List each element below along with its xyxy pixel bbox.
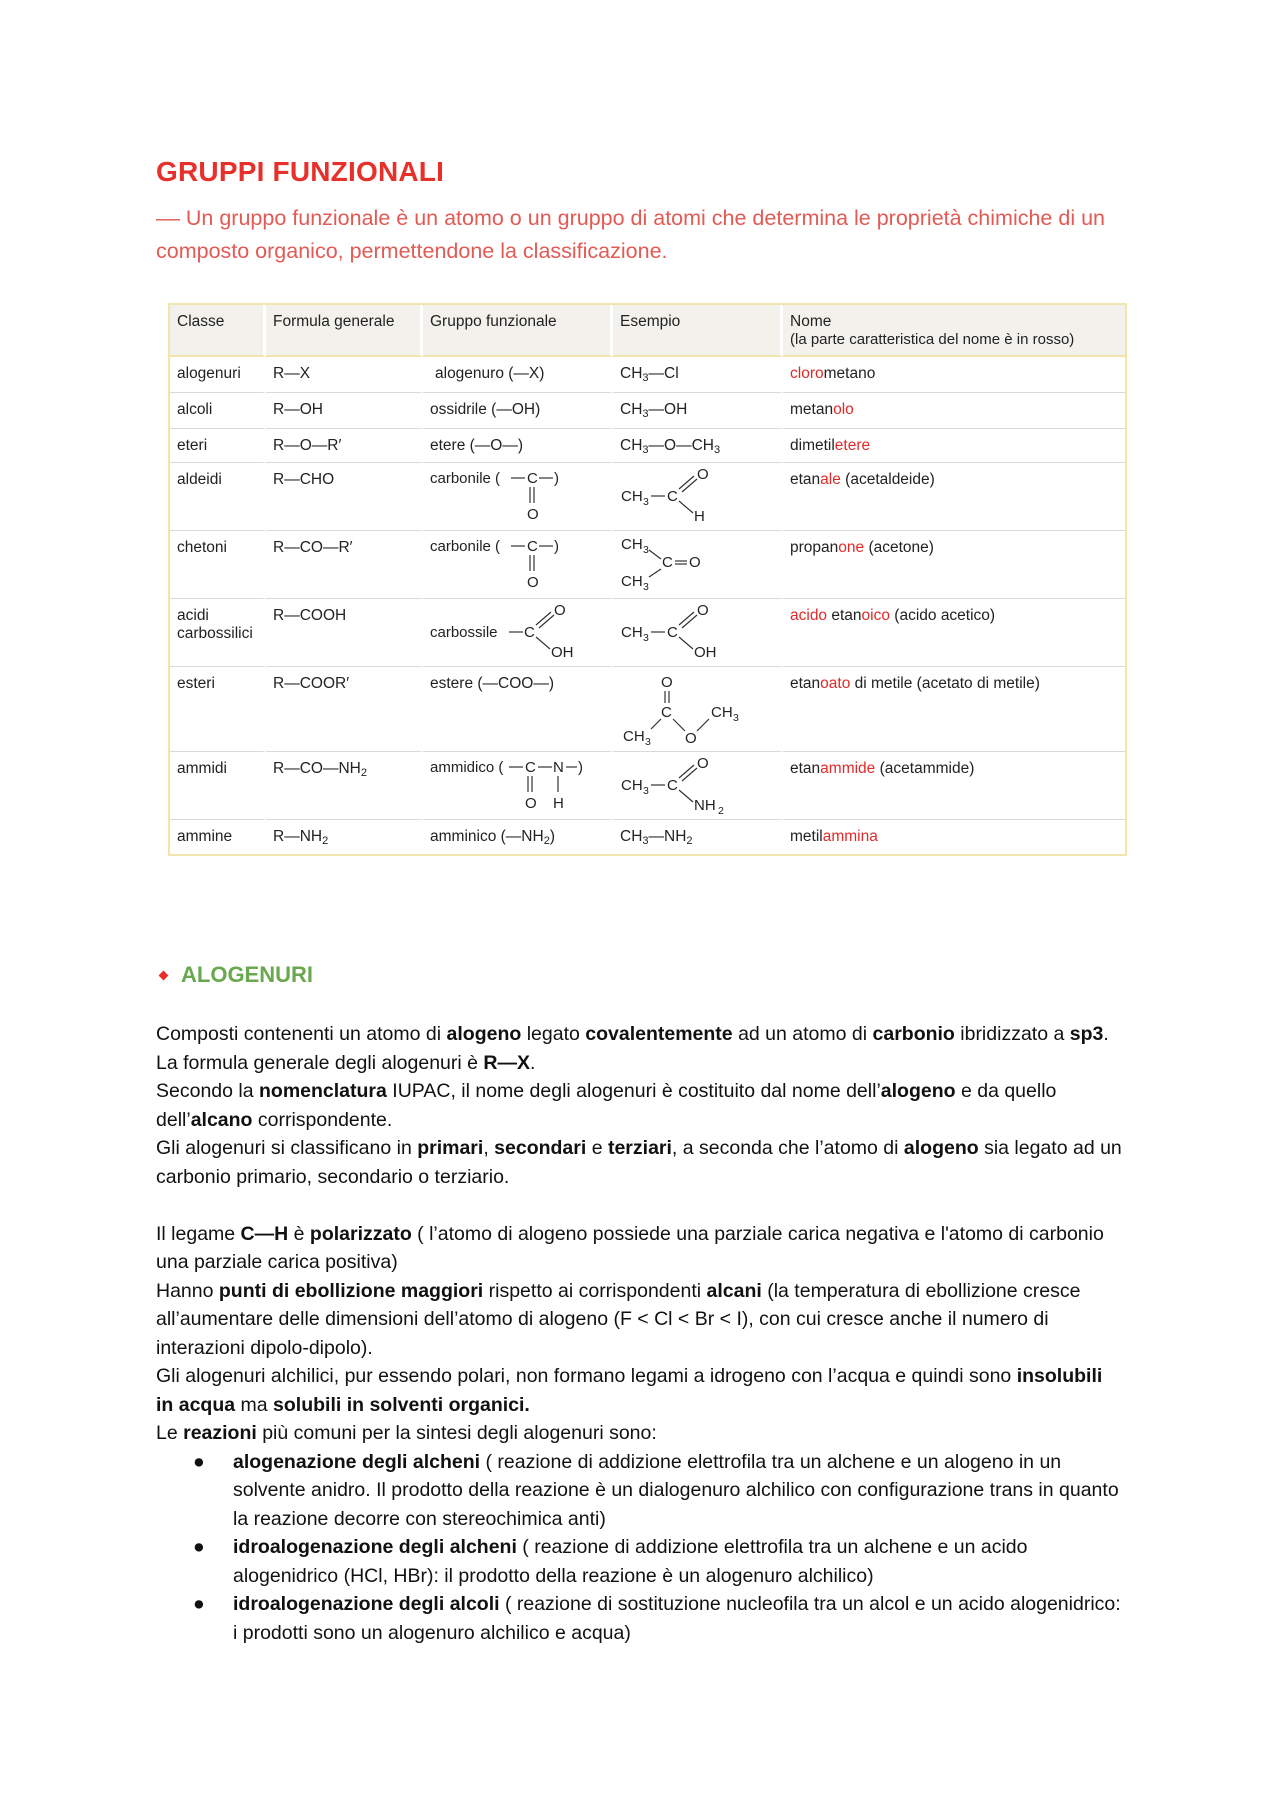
cell-gruppo: amminico $(—NH_2)$: [423, 820, 613, 854]
bold-text: alcani: [706, 1279, 762, 1302]
text-segment: Gli alogenuri si classificano in: [156, 1137, 418, 1159]
text-segment: Composti contenenti un atomo di: [156, 1023, 447, 1045]
cell-esempio: $CH_3—NH_2$: [613, 820, 783, 854]
cell-formula: R—CO—R′: [266, 531, 423, 599]
paragraph: [156, 1277, 1124, 1363]
header-formula: Formula generale: [266, 305, 423, 357]
functional-groups-table: [168, 303, 1127, 856]
cell-esempio: [613, 667, 783, 752]
header-nome-note: (la parte caratteristica del nome è in rosso): [790, 331, 1075, 348]
cell-nome: etanoato di metile (acetato di metile): [783, 667, 1125, 752]
bold-text: insolubili in acqua: [156, 1365, 1103, 1416]
table-row: [170, 752, 1125, 820]
svg-text:O: O: [525, 795, 537, 812]
svg-text:CH: CH: [621, 573, 643, 590]
bold-text: alogeno: [880, 1080, 956, 1102]
svg-text:3: 3: [643, 785, 649, 797]
text-segment: . La formula generale degli alogenuri è: [156, 1023, 1109, 1074]
cell-gruppo: alogenuro (—X): [423, 357, 613, 393]
acetaldehyde-structure: [617, 463, 777, 525]
text-segment: ( reazione di addizione elettrofila tra un alchene e un acido alogenidrico (HCl, HBr): il prodotto della reazione è un alogenuro alchilico): [233, 1536, 1028, 1587]
bullet-icon: ●: [193, 1536, 205, 1558]
text-segment: Gli alogenuri alchilici, pur essendo polari, non formano legami a idrogeno con l’acqua e quindi sono: [156, 1365, 1017, 1387]
svg-text:NH: NH: [694, 797, 716, 814]
text-segment: ( reazione di sostituzione nucleofila tra un alcol e un acido alogenidrico: i prodotti sono un alogenuro alchilico e acqua): [233, 1593, 1121, 1644]
bold-text: alogeno: [903, 1137, 979, 1159]
section-heading: [160, 962, 313, 988]
table-row: [170, 429, 1125, 463]
cell-formula: R—CHO: [266, 463, 423, 531]
cell-nome: etanale (acetaldeide): [783, 463, 1125, 531]
bullet-icon: ●: [193, 1593, 205, 1615]
cell-nome: metilammina: [790, 828, 878, 845]
cell-esempio: [613, 463, 783, 531]
cell-formula: R—COOR′: [266, 667, 423, 752]
text-segment: IUPAC, il nome degli alogenuri è costituito dal nome dell’: [386, 1080, 881, 1102]
text-segment: legato: [521, 1023, 586, 1045]
bold-text: idroalogenazione degli alcoli: [233, 1593, 500, 1615]
bold-text: alogeno: [446, 1023, 522, 1045]
svg-text:O: O: [661, 674, 673, 691]
text-segment: ad un atomo di: [732, 1023, 873, 1045]
bold-text: polarizzato: [309, 1222, 412, 1245]
cell-nome: clorometano: [783, 357, 1125, 393]
paragraph: [156, 1220, 1124, 1277]
svg-text:2: 2: [718, 805, 724, 814]
svg-text:O: O: [685, 730, 697, 747]
text-segment: Le: [156, 1422, 184, 1444]
page-subtitle: –– Un gruppo funzionale è un atomo o un gruppo di atomi che determina le proprietà chimiche di un composto organico, permettendone la classificazione.: [156, 206, 1105, 263]
body-text: [156, 1020, 1124, 1647]
bold-text: alcano: [190, 1108, 253, 1131]
svg-text:ammidico (: ammidico (: [430, 759, 504, 776]
text-segment: , a seconda che l’atomo di: [671, 1137, 904, 1159]
text-segment: e: [586, 1137, 608, 1159]
bold-text: punti di ebollizione maggiori: [218, 1279, 484, 1302]
section-title: ALOGENURI: [181, 962, 313, 987]
text-segment: più comuni per la sintesi degli alogenuri sono:: [256, 1422, 657, 1444]
cell-formula: R—OH: [266, 393, 423, 429]
cell-nome: acido etanoico (acido acetico): [783, 599, 1125, 667]
text-segment: ( l’atomo di alogeno possiede una parziale carica negativa e l'atomo di carbonio una parziale carica positiva): [156, 1222, 1104, 1273]
svg-text:C: C: [525, 759, 536, 776]
cell-gruppo: [423, 531, 613, 599]
svg-text:H: H: [553, 795, 564, 812]
svg-text:CH: CH: [621, 777, 643, 794]
carbonyl-group-structure: [427, 531, 602, 593]
text-segment: Hanno: [156, 1279, 219, 1302]
svg-text:O: O: [554, 602, 566, 619]
svg-text:CH: CH: [621, 624, 643, 641]
bold-text: nomenclatura: [259, 1080, 387, 1102]
svg-text:CH: CH: [621, 536, 643, 553]
bold-text: secondari: [494, 1137, 587, 1159]
cell-gruppo: [423, 752, 613, 820]
svg-text:N: N: [553, 759, 564, 776]
svg-text:H: H: [694, 508, 705, 525]
svg-text:3: 3: [643, 581, 649, 593]
bullet-icon: ●: [193, 1450, 205, 1473]
table-row: [170, 599, 1125, 667]
svg-text:): ): [578, 759, 583, 776]
amide-group-structure: [427, 752, 607, 814]
svg-text:CH: CH: [621, 488, 643, 505]
cell-nome: etanammide (acetammide): [783, 752, 1125, 820]
cell-nome: metanolo: [783, 393, 1125, 429]
cell-classe: esteri: [170, 667, 266, 752]
cell-classe: acidi carbossilici: [170, 599, 266, 667]
text-segment: ma: [235, 1393, 274, 1416]
paragraph: [156, 1419, 1124, 1448]
table-row: [170, 820, 1125, 854]
diamond-bullet-icon: [159, 970, 169, 980]
cell-gruppo: etere (—O—): [423, 429, 613, 463]
acetone-structure: [617, 531, 777, 593]
cell-classe: eteri: [170, 429, 266, 463]
cell-esempio: [613, 752, 783, 820]
bold-text: terziari: [607, 1137, 672, 1159]
reactions-list: [156, 1448, 1124, 1648]
cell-classe: ammine: [170, 820, 266, 854]
svg-text:CH: CH: [623, 728, 645, 745]
acetic-acid-structure: [617, 599, 777, 661]
svg-text:carbossile: carbossile: [430, 624, 498, 641]
bold-text: carbonio: [872, 1023, 955, 1045]
bold-text: covalentemente: [585, 1023, 733, 1045]
svg-text:carbonile (: carbonile (: [430, 538, 501, 555]
cell-gruppo: ossidrile (—OH): [423, 393, 613, 429]
svg-text:O: O: [697, 755, 709, 772]
cell-formula: $R—NH_2$: [266, 820, 423, 854]
header-gruppo: Gruppo funzionale: [423, 305, 613, 357]
cell-classe: aldeidi: [170, 463, 266, 531]
bold-text: alogenazione degli alcheni: [233, 1450, 481, 1473]
svg-text:3: 3: [643, 544, 649, 556]
acetamide-structure: [617, 752, 777, 814]
list-item: [193, 1533, 1124, 1590]
text-segment: rispetto ai corrispondenti: [483, 1279, 707, 1302]
carbonyl-group-structure: [427, 463, 602, 525]
cell-nome: propanone (acetone): [783, 531, 1125, 599]
text-segment: e da quello dell’: [156, 1080, 1057, 1131]
text-segment: è: [288, 1222, 310, 1245]
svg-text:3: 3: [643, 496, 649, 508]
text-segment: corrispondente.: [252, 1108, 393, 1131]
carboxyl-group-structure: [427, 599, 602, 661]
svg-text:C: C: [667, 624, 678, 641]
cell-gruppo: estere (—COO—): [423, 667, 613, 752]
text-segment: ,: [483, 1137, 495, 1159]
cell-formula: $R—CO—NH_2$: [266, 752, 423, 820]
text-segment: ibridizzato a: [954, 1023, 1070, 1045]
table-row: [170, 531, 1125, 599]
svg-text:): ): [554, 538, 559, 555]
header-nome: Nome (la parte caratteristica del nome è in rosso): [783, 305, 1125, 357]
bold-text: sp3: [1069, 1023, 1104, 1045]
paragraph: [156, 1134, 1124, 1191]
svg-text:3: 3: [733, 712, 739, 724]
svg-text:C: C: [662, 554, 673, 571]
table-row: [170, 357, 1125, 393]
cell-classe: chetoni: [170, 531, 266, 599]
cell-esempio: $CH_3—O—CH_3$: [613, 429, 783, 463]
table-row: [170, 393, 1125, 429]
svg-text:OH: OH: [551, 644, 574, 661]
svg-text:O: O: [527, 574, 539, 591]
cell-esempio: [613, 531, 783, 599]
bold-text: primari: [417, 1137, 484, 1159]
cell-formula: R—O—R′: [266, 429, 423, 463]
text-segment: .: [529, 1051, 536, 1074]
text-segment: Il legame: [156, 1222, 241, 1245]
svg-text:O: O: [689, 554, 701, 571]
list-item: [193, 1448, 1124, 1534]
cell-formula: R—COOH: [266, 599, 423, 667]
svg-text:C: C: [667, 488, 678, 505]
svg-text:OH: OH: [694, 644, 717, 661]
cell-gruppo: [423, 463, 613, 531]
cell-esempio: [613, 599, 783, 667]
cell-classe: alogenuri: [170, 357, 266, 393]
svg-text:carbonile (: carbonile (: [430, 470, 501, 487]
svg-text:3: 3: [645, 736, 651, 747]
svg-text:C: C: [524, 624, 535, 641]
cell-classe: ammidi: [170, 752, 266, 820]
bold-text: solubili in solventi organici.: [273, 1393, 530, 1416]
list-item: [193, 1590, 1124, 1647]
header-classe: Classe: [170, 305, 266, 357]
svg-text:): ): [554, 470, 559, 487]
svg-text:O: O: [697, 602, 709, 619]
text-segment: sia legato ad un carbonio primario, secondario o terziario.: [156, 1137, 1122, 1188]
svg-text:CH: CH: [711, 704, 733, 721]
paragraph: [156, 1362, 1124, 1419]
header-esempio: Esempio: [613, 305, 783, 357]
table-row: [170, 667, 1125, 752]
text-segment: (la temperatura di ebollizione cresce all’aumentare delle dimensioni dell’atomo di alogeno (F < Cl < Br < I), con cui cresce anche il numero di interazioni dipolo-dipolo).: [156, 1279, 1081, 1359]
svg-text:C: C: [527, 470, 538, 487]
svg-text:C: C: [667, 777, 678, 794]
bold-text: C—H: [240, 1222, 289, 1245]
paragraph: [156, 1020, 1124, 1077]
cell-formula: R—X: [266, 357, 423, 393]
text-segment: ( reazione di addizione elettrofila tra un alchene e un alogeno in un solvente anidro. Il prodotto della reazione è un dialogenuro alchilico con configurazione trans in quanto la reazione decorre con stereochimica anti): [233, 1450, 1119, 1530]
bold-text: R—X: [483, 1051, 530, 1074]
text-segment: Secondo la: [156, 1080, 259, 1102]
svg-text:C: C: [661, 704, 672, 721]
cell-esempio: $CH_3—OH$: [613, 393, 783, 429]
cell-nome: dimetiletere: [783, 429, 1125, 463]
cell-gruppo: [423, 599, 613, 667]
svg-text:O: O: [527, 506, 539, 523]
paragraph: [156, 1077, 1124, 1134]
svg-text:O: O: [697, 466, 709, 483]
cell-classe: alcoli: [170, 393, 266, 429]
svg-text:3: 3: [643, 632, 649, 644]
svg-text:C: C: [527, 538, 538, 555]
page-title: GRUPPI FUNZIONALI: [156, 156, 445, 187]
table-row: [170, 463, 1125, 531]
bold-text: reazioni: [183, 1422, 257, 1444]
table-header-row: [170, 305, 1125, 357]
cell-esempio: $CH_3—Cl$: [613, 357, 783, 393]
bold-text: idroalogenazione degli alcheni: [233, 1536, 517, 1558]
methyl-acetate-structure: [617, 667, 777, 747]
